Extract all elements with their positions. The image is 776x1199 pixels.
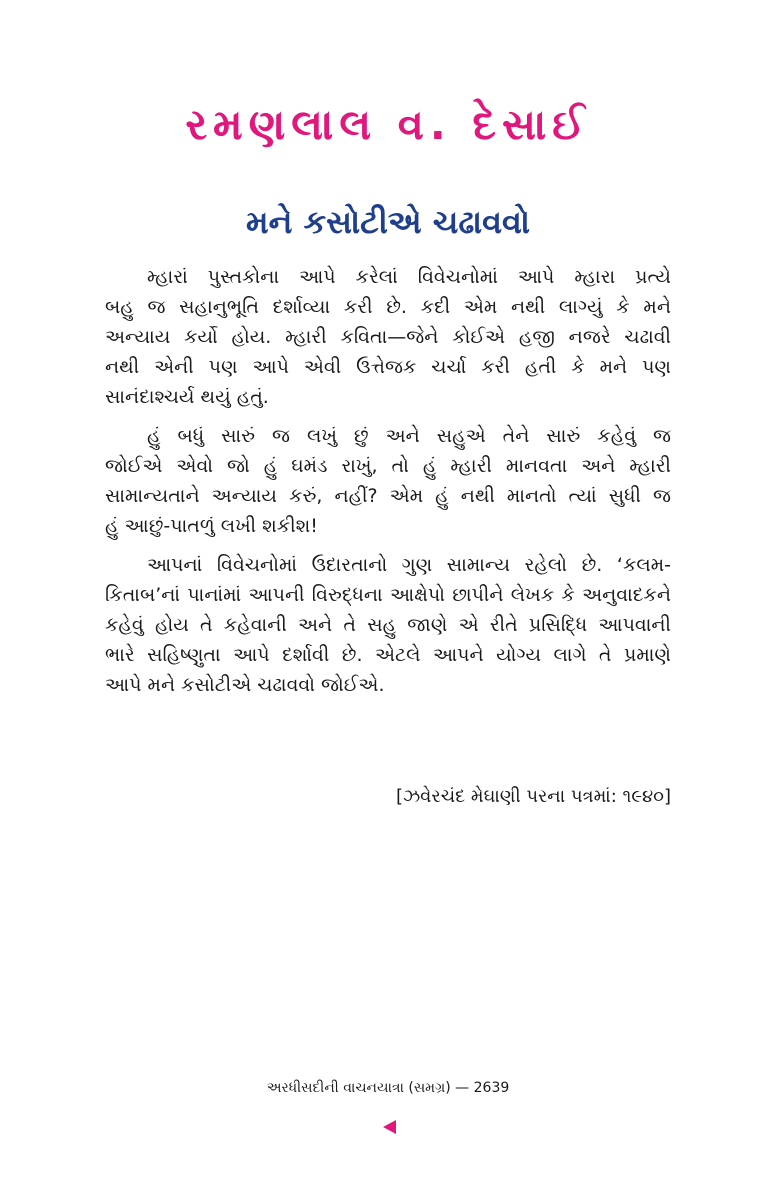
text-line: આપે મને કસોટીએ ચઢાવવો જોઈએ. [105, 674, 385, 696]
article-body [105, 262, 671, 709]
page-footer: અરધીસદીની વાચનયાત્રા (સમગ્ર) — 2639 [266, 1080, 510, 1096]
text-line: સાનંદાશ્ચર્ય થયું હતું. [105, 386, 269, 408]
text-line: ભારે સહિષ્ણુતા આપે દર્શાવી છે. એટલે આપને યોગ્ય લાગે તે પ્રમાણે [105, 644, 671, 666]
article-title: મને કસોટીએ ચઢાવવો [246, 203, 530, 241]
text-line: સામાન્યતાને અન્યાય કરું, નહીં? એમ હું નથી માનતો ત્યાં સુધી જ [105, 485, 671, 507]
text-line: મ્હારાં પુસ્તકોના આપે કરેલાં વિવેચનોમાં આપે મ્હારા પ્રત્યે [147, 266, 671, 288]
text-line: હું આછું-પાતળું લખી શકીશ! [105, 515, 318, 537]
paragraph-2 [105, 421, 671, 541]
text-line: હું બધું સારું જ લખું છું અને સહુએ તેને સારું કહેવું જ [147, 425, 671, 447]
text-line: કહેવું હોય તે કહેવાની અને તે સહુ જાણે એ રીતે પ્રસિદ્ધિ આપવાની [105, 614, 671, 636]
text-line: આપનાં વિવેચનોમાં ઉદારતાનો ગુણ સામાન્ય રહેલો છે. ‘કલમ- [147, 554, 671, 576]
text-line: અન્યાય કર્યો હોય. મ્હારી કવિતા—જેને કોઈએ હજી નજરે ચઢાવી [105, 326, 671, 348]
text-line: કિતાબ’નાં પાનાંમાં આપની વિરુદ્ધના આક્ષેપો છાપીને લેખક કે અનુવાદકને [105, 584, 671, 606]
text-line: જોઈએ એવો જો હું ઘમંડ રાખું, તો હું મ્હારી માનવતા અને મ્હારી [105, 455, 671, 477]
author-heading: રમણલાલ વ. દેસાઈ [185, 100, 591, 149]
paragraph-1 [105, 262, 671, 412]
paragraph-3 [105, 550, 671, 700]
source-citation: [ઝવેરચંદ મેઘાણી પરના પત્રમાં: ૧૯૪૦] [395, 786, 671, 807]
text-line: નથી એની પણ આપે એવી ઉત્તેજક ચર્ચા કરી હતી કે મને પણ [105, 356, 671, 378]
text-line: બહુ જ સહાનુભૂતિ દર્શાવ્યા કરી છે. કદી એમ નથી લાગ્યું કે મને [105, 296, 671, 318]
previous-page-arrow-icon[interactable] [383, 1120, 396, 1134]
